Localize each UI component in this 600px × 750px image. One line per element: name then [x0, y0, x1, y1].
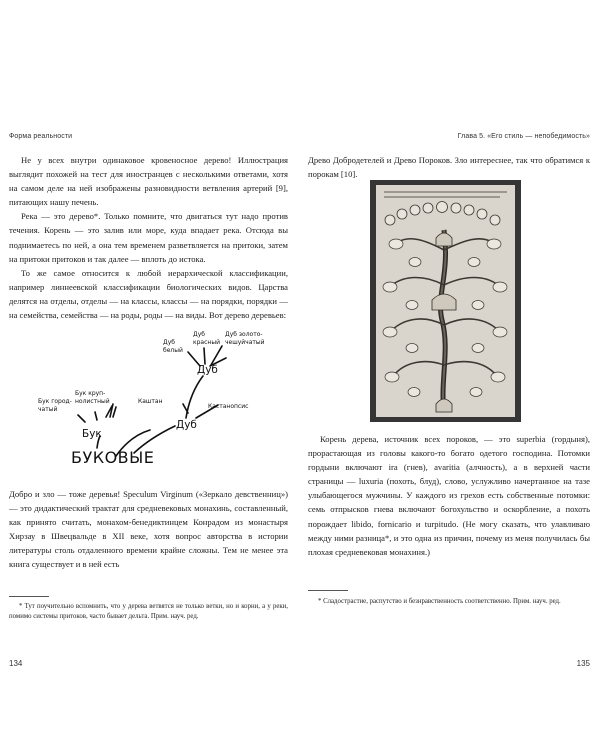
leaf-label-line: Бук город-	[38, 398, 72, 405]
footnote-separator	[308, 590, 348, 591]
manuscript-tree-of-vices-image	[370, 180, 521, 422]
leaf-label-line: чатый	[38, 406, 58, 413]
running-head-right: Глава 5. «Его стиль — непобедимость»	[457, 133, 590, 140]
left-text-top	[9, 153, 288, 322]
diagram-leaf-beech-grandifolia	[75, 390, 110, 406]
leaf-label-line: нолистный	[75, 398, 110, 405]
diagram-subgenus-oak: Дуб	[197, 364, 218, 376]
page-number-left: 134	[9, 659, 23, 668]
right-text-bottom	[308, 432, 590, 559]
branch-line	[186, 376, 203, 418]
diagram-genus-oak: Дуб	[176, 419, 197, 431]
page-number-right: 135	[576, 659, 590, 668]
left-footnote	[9, 602, 288, 622]
leaf-label-line: Дуб	[193, 331, 205, 338]
left-text-bottom	[9, 487, 288, 572]
right-text-top	[308, 153, 590, 181]
diagram-leaf-red-oak	[193, 331, 220, 347]
branch-line	[78, 415, 85, 422]
footnote-separator	[9, 596, 49, 597]
diagram-leaf-gold-oak	[225, 331, 265, 347]
diagram-leaf-white-oak	[163, 339, 183, 355]
leaf-label-line: белый	[163, 347, 183, 354]
running-head-left: Форма реальности	[9, 133, 73, 140]
leaf-label-line: Бук круп-	[75, 390, 106, 397]
leaf-label-line: Дуб золото-	[225, 331, 263, 338]
paragraph: Древо Добродетелей и Древо Пороков. Зло интереснее, так что обратимся к порокам [10].	[308, 155, 590, 180]
footnote-text: * Сладострастие, распутство и безнравственность соответственно. Прим. науч. ред.	[318, 598, 561, 605]
right-footnote	[308, 597, 590, 607]
diagram-leaf-castanopsis: Кастанопсис	[208, 403, 249, 410]
paragraph: То же самое относится к любой иерархической классификации, например линнеевской классификации биологических видов. Царства делятся на отделы, отделы — на классы, классы — на порядки, порядки — на семейства, семейства — на роды, роды — на виды. Вот дерево деревьев:	[9, 267, 288, 321]
branch-line	[113, 407, 116, 417]
diagram-root-label: БУКОВЫЕ	[71, 448, 155, 467]
paragraph: Не у всех внутри одинаковое кровеносное дерево! Иллюстрация выглядит похожей на тест для иностранцев с несколькими ответами, хотя на самом деле на ней изображены разновидности ветвления артерий [9], питающих нашу печень.	[9, 155, 288, 208]
paragraph: Корень дерева, источник всех пороков, — это superbia (гордыня), прорастающая из головы какого-то богато одетого господина. Потомки гордыни включают ira (гнев), avaritia (алчность), а в верхней части страницы — luxuria (похоть, блуд), слово, услужливо начертанное на тазе улыбающегося мужчины. У каждого из грехов есть собственные потомки: семь отпрысков гнева включают богохульство и оскорбление, а похоть порождает libido, fornicario и turpitudo. (Не могу сказать, что улавливаю между ними разница*, и это одна из причин, почему из меня получилась бы плохая средневековая монахиня.)	[308, 434, 590, 557]
manuscript-drawing	[370, 180, 521, 422]
diagram-genus-beech: Бук	[82, 428, 102, 440]
branch-line	[95, 412, 97, 420]
leaf-label-line: Дуб	[163, 339, 175, 346]
footnote-text: * Тут поучительно вспомнить, что у дерева ветвятся не только ветки, но и корни, а у реки, помимо системы притоков, часто бывает дельта. Прим. науч. ред.	[9, 603, 288, 620]
diagram-leaf-beech-gorod	[38, 398, 72, 414]
diagram-leaf-chestnut: Каштан	[138, 398, 163, 405]
leaf-label-line: чешуйчатый	[225, 339, 265, 346]
leaf-label-line: красный	[193, 339, 220, 346]
branch-line	[204, 348, 205, 364]
paragraph: Добро и зло — тоже деревья! Speculum Virginum («Зеркало девственниц») — это дидактический трактат для средневековых монахинь, составленный, как принято считать, монахом-бенедиктинцем Конрадом из монастыря Хирзау в Швецвальде в XII веке, хотя вопрос авторства в истории литературы столь отдаленного времени крайне сложны. Тем не менее эта книга существует и в ней есть	[9, 489, 288, 570]
paragraph: Река — это дерево*. Только помните, что двигаться тут надо против течения. Корень — это залив или море, куда впадает река. Отсюда вы поднимаетесь по ней, а она тем временем разветвляется на притоки, затем на притоки притоков и так далее — вплоть до истока.	[9, 211, 288, 264]
